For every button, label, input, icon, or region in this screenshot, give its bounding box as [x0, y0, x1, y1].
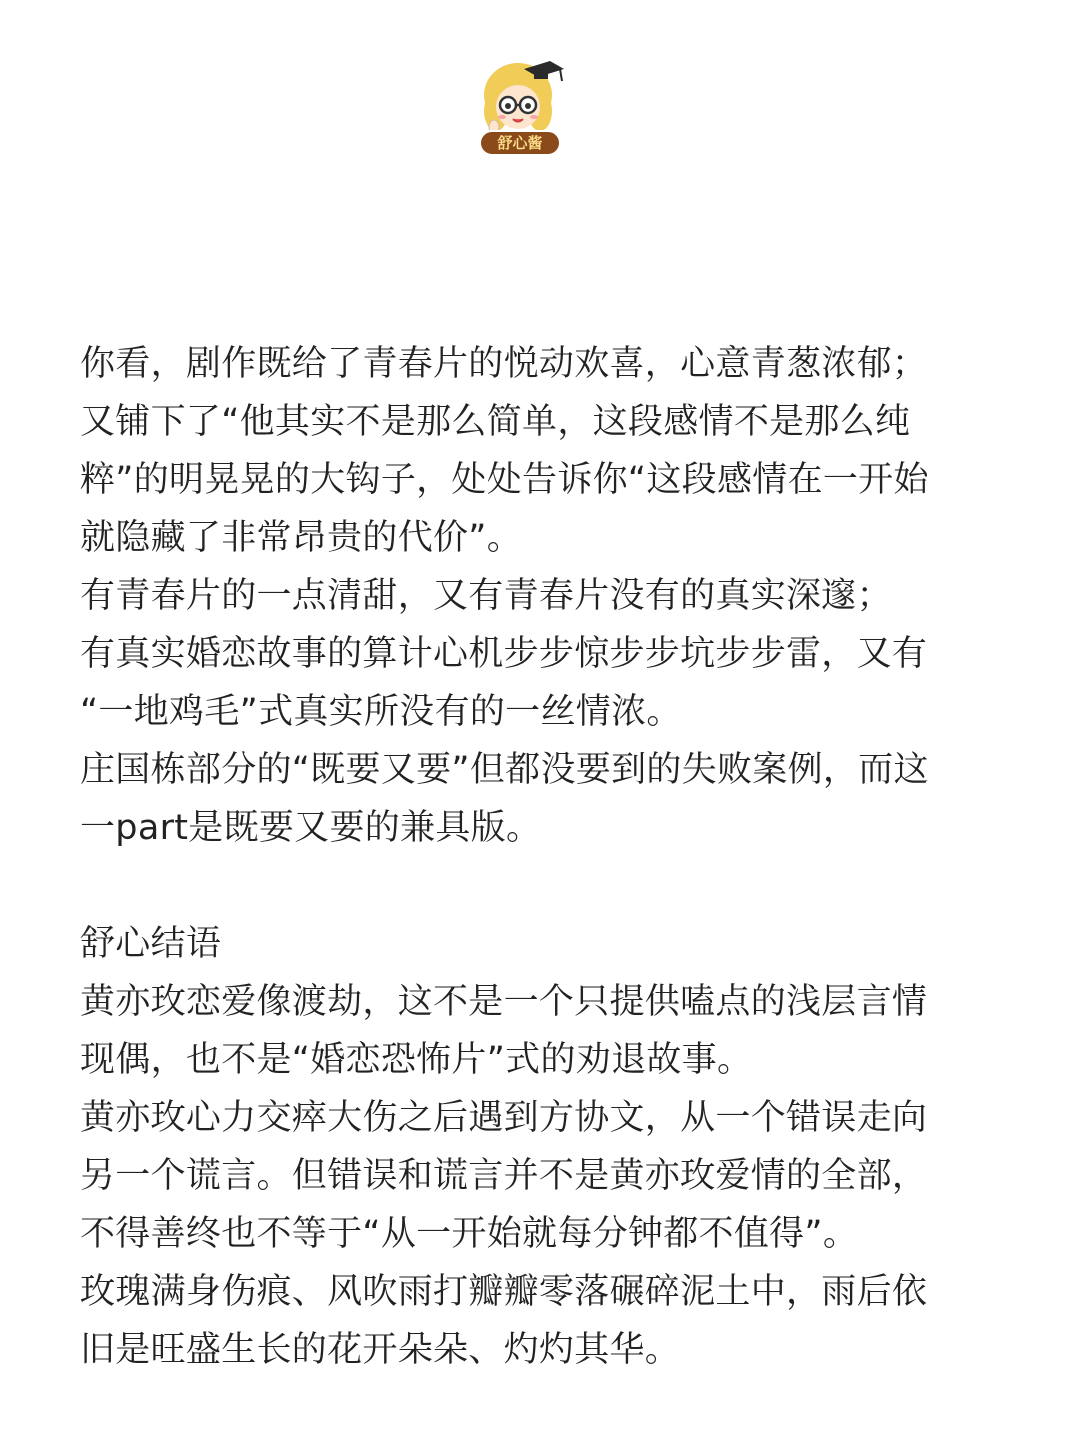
blank-line: [80, 857, 1000, 915]
text-line: 另一个谎言。但错误和谎言并不是黄亦玫爱情的全部，: [80, 1156, 928, 1196]
article-body: [80, 335, 1000, 1379]
text-line: 粹”的明晃晃的大钩子，处处告诉你“这段感情在一开始: [80, 460, 929, 500]
text-line: 旧是旺盛生长的花开朵朵、灼灼其华。: [80, 1330, 681, 1370]
text-line: 一part是既要又要的兼具版。: [80, 808, 542, 848]
text-line: 现偶，也不是“婚恋恐怖片”式的劝退故事。: [80, 1040, 753, 1080]
logo-label: 舒心酱: [497, 134, 543, 152]
text-line: 又铺下了“他其实不是那么简单，这段感情不是那么纯: [80, 402, 911, 442]
text-line: 不得善终也不等于“从一开始就每分钟都不值得”。: [80, 1214, 859, 1254]
avatar-logo: [470, 55, 570, 159]
text-line: 庄国栋部分的“既要又要”但都没要到的失败案例，而这: [80, 750, 929, 790]
text-line: 就隐藏了非常昂贵的代价”。: [80, 518, 523, 558]
text-line: 有真实婚恋故事的算计心机步步惊步步坑步步雷，又有: [80, 634, 928, 674]
text-line: 你看，剧作既给了青春片的悦动欢喜，心意青葱浓郁；: [80, 344, 928, 384]
text-line: 玫瑰满身伤痕、风吹雨打瓣瓣零落碾碎泥土中，雨后依: [80, 1272, 928, 1312]
text-line: 有青春片的一点清甜，又有青春片没有的真实深邃；: [80, 576, 892, 616]
section-heading: 舒心结语: [80, 924, 222, 964]
text-line: “一地鸡毛”式真实所没有的一丝情浓。: [80, 692, 682, 732]
text-line: 黄亦玫恋爱像渡劫，这不是一个只提供嗑点的浅层言情: [80, 982, 928, 1022]
text-line: 黄亦玫心力交瘁大伤之后遇到方协文，从一个错误走向: [80, 1098, 928, 1138]
